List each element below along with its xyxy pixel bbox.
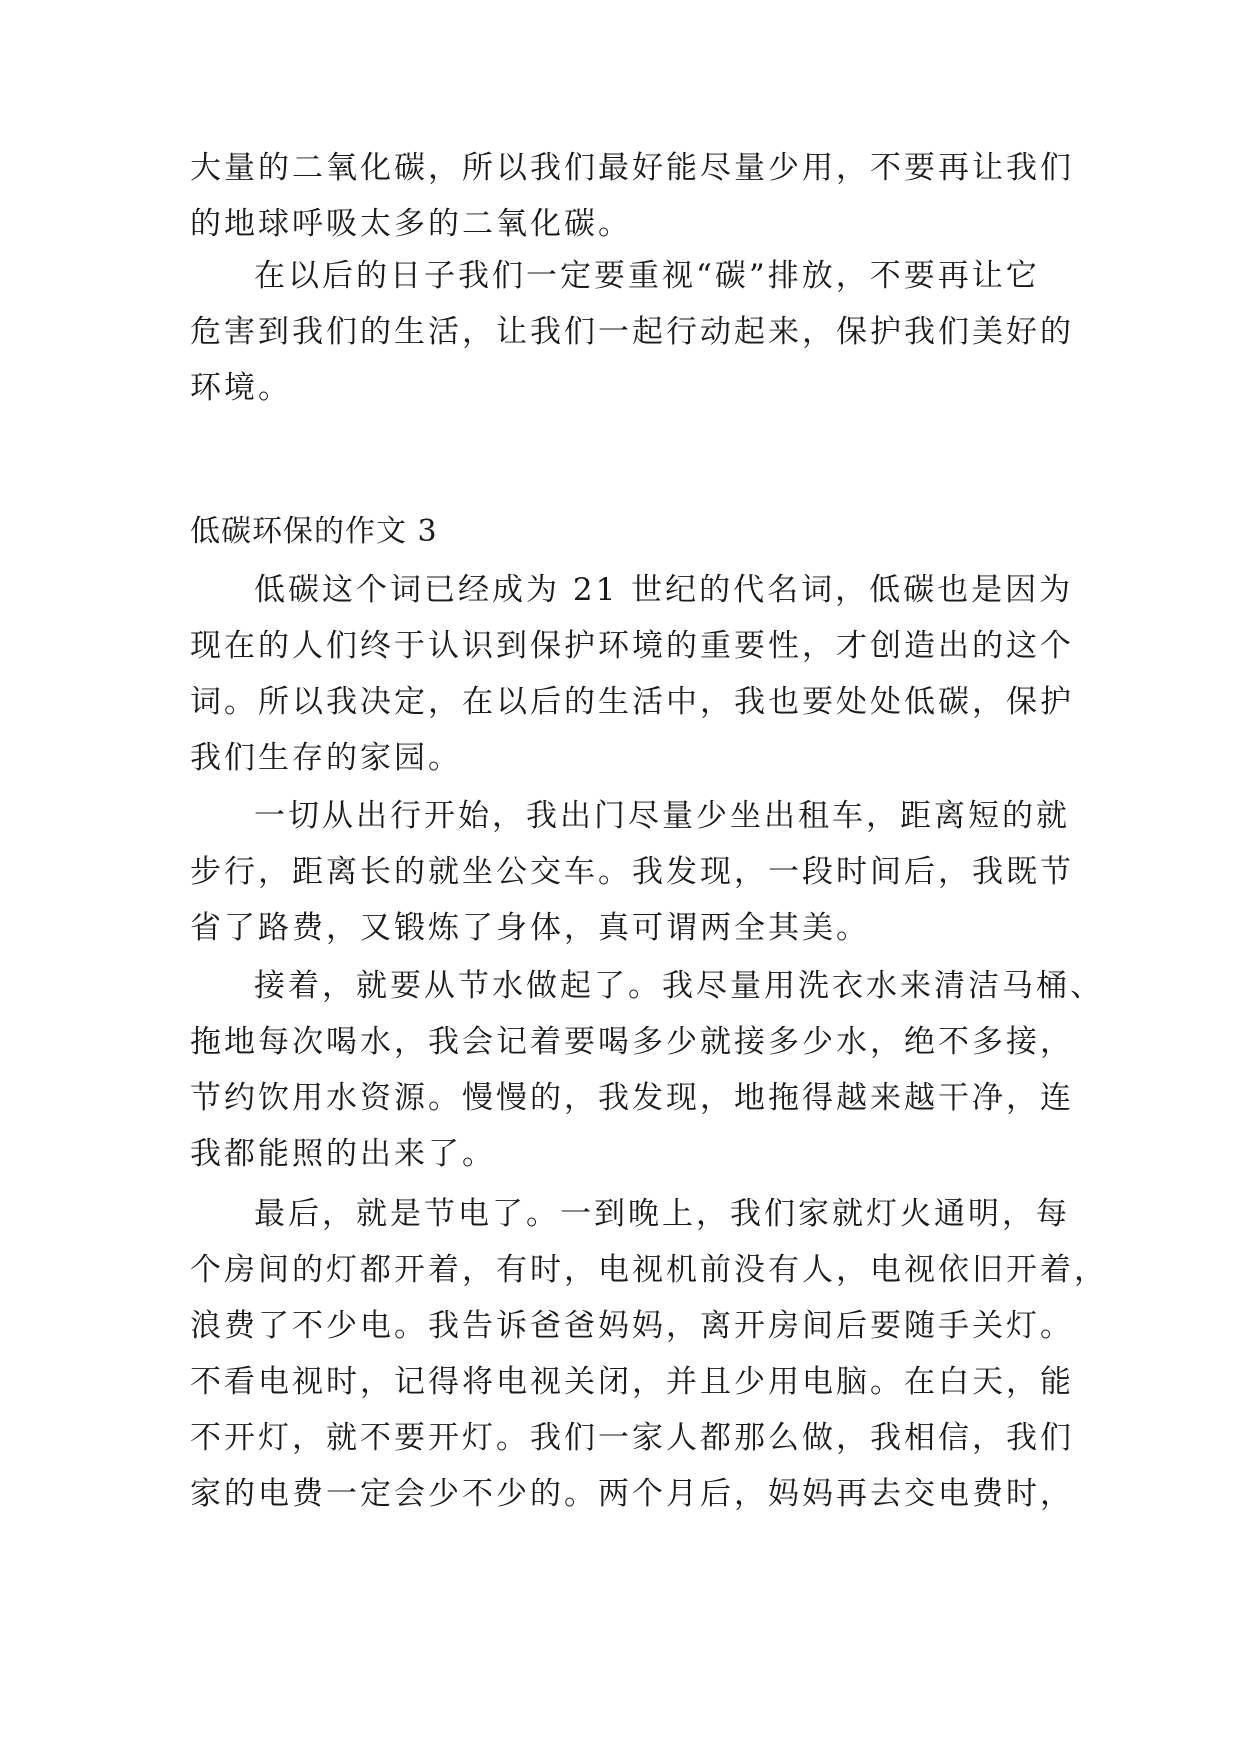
paragraph-line: 我们生存的家园。: [190, 740, 462, 776]
paragraph-line: 个房间的灯都开着，有时，电视机前没有人，电视依旧开着，: [190, 1252, 1108, 1288]
paragraph-line: 低碳这个词已经成为 21 世纪的代名词，低碳也是因为: [254, 572, 1074, 608]
paragraph-line: 不看电视时，记得将电视关闭，并且少用电脑。在白天，能: [190, 1364, 1074, 1400]
paragraph-line: 省了路费，又锻炼了身体，真可谓两全其美。: [190, 910, 870, 946]
section-heading: 低碳环保的作文 3: [190, 514, 438, 549]
paragraph-line: 一切从出行开始，我出门尽量少坐出租车，距离短的就: [254, 798, 1070, 834]
paragraph-line: 大量的二氧化碳，所以我们最好能尽量少用，不要再让我们: [190, 150, 1074, 186]
paragraph-line: 最后，就是节电了。一到晚上，我们家就灯火通明，每: [254, 1196, 1070, 1232]
paragraph-line: 浪费了不少电。我告诉爸爸妈妈，离开房间后要随手关灯。: [190, 1308, 1074, 1344]
paragraph-line: 家的电费一定会少不少的。两个月后，妈妈再去交电费时，: [190, 1476, 1074, 1512]
paragraph-line: 现在的人们终于认识到保护环境的重要性，才创造出的这个: [190, 628, 1074, 664]
paragraph-line: 危害到我们的生活，让我们一起行动起来，保护我们美好的: [190, 314, 1074, 350]
paragraph-line: 不开灯，就不要开灯。我们一家人都那么做，我相信，我们: [190, 1420, 1074, 1456]
paragraph-line: 步行，距离长的就坐公交车。我发现，一段时间后，我既节: [190, 854, 1074, 890]
paragraph-line: 环境。: [190, 370, 292, 406]
paragraph-line: 在以后的日子我们一定要重视“碳”排放，不要再让它: [254, 258, 1040, 294]
paragraph-line: 的地球呼吸太多的二氧化碳。: [190, 206, 632, 242]
paragraph-line: 接着，就要从节水做起了。我尽量用洗衣水来清洁马桶、: [254, 968, 1104, 1004]
paragraph-line: 我都能照的出来了。: [190, 1136, 496, 1172]
paragraph-line: 节约饮用水资源。慢慢的，我发现，地拖得越来越干净，连: [190, 1080, 1074, 1116]
paragraph-line: 拖地每次喝水，我会记着要喝多少就接多少水，绝不多接，: [190, 1024, 1074, 1060]
paragraph-line: 词。所以我决定，在以后的生活中，我也要处处低碳，保护: [190, 684, 1074, 720]
